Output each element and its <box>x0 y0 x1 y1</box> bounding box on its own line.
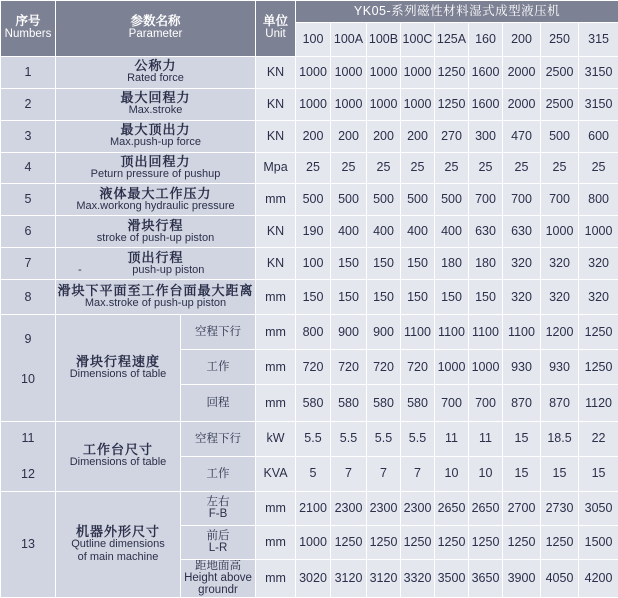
parameter-cell <box>56 216 256 248</box>
sub-parameter-en: L-R <box>208 542 228 555</box>
unit-cell: Mpa <box>256 152 296 184</box>
value-cell: 25 <box>296 152 331 184</box>
value-cell: 2650 <box>469 491 503 525</box>
sub-parameter <box>181 491 256 525</box>
parameter-zh: 顶出回程力 <box>120 153 191 169</box>
table-row <box>1 184 618 216</box>
value-cell: 200 <box>331 120 367 152</box>
model-header: 200 <box>503 22 541 56</box>
unit-cell: KN <box>256 120 296 152</box>
parameter-en <box>56 104 255 117</box>
value-cell: 150 <box>367 280 401 315</box>
value-cell: 320 <box>503 248 541 280</box>
value-cell: 2000 <box>503 56 541 88</box>
value-cell: 1000 <box>401 56 435 88</box>
value-cell: 720 <box>296 350 331 385</box>
parameter-zh: 滑块下平面至工作台面最大距离 <box>57 283 254 299</box>
parameter-en <box>56 297 255 310</box>
value-cell: 1000 <box>367 56 401 88</box>
model-header: 250 <box>541 22 579 56</box>
unit-cell: mm <box>256 385 296 421</box>
row-number: 4 <box>1 152 56 184</box>
value-cell: 400 <box>331 216 367 248</box>
unit-cell: kW <box>256 421 296 456</box>
value-cell: 1250 <box>541 525 579 559</box>
value-cell: 700 <box>469 385 503 421</box>
value-cell: 320 <box>503 280 541 315</box>
value-cell: 320 <box>579 280 618 315</box>
value-cell: 930 <box>541 350 579 385</box>
value-cell: 5 <box>296 456 331 491</box>
value-cell: 5.5 <box>296 421 331 456</box>
value-cell: 900 <box>331 315 367 350</box>
parameter-en-text: Max.stroke of push-up piston <box>84 297 227 310</box>
sub-parameter-en: Height above <box>184 572 252 585</box>
row-number: 3 <box>1 120 56 152</box>
table-row <box>1 315 618 350</box>
value-cell: 580 <box>401 385 435 421</box>
parameter-en-text: Max.push-up force <box>109 136 202 149</box>
model-header: 160 <box>469 22 503 56</box>
value-cell: 25 <box>541 152 579 184</box>
value-cell: 15 <box>579 456 618 491</box>
row-number: 7 <box>1 248 56 280</box>
value-cell: 25 <box>435 152 469 184</box>
sub-parameter: 工作 <box>181 350 256 385</box>
value-cell: 180 <box>435 248 469 280</box>
value-cell: 1000 <box>367 88 401 120</box>
header-number-en: Numbers <box>4 28 52 41</box>
value-cell: 4200 <box>579 559 618 597</box>
parameter-en-text: Rated force <box>127 72 184 85</box>
value-cell: 800 <box>579 184 618 216</box>
parameter-cell <box>56 315 181 421</box>
row-number: 12 <box>21 466 35 481</box>
value-cell: 270 <box>435 120 469 152</box>
value-cell: 11 <box>435 421 469 456</box>
value-cell: 320 <box>541 248 579 280</box>
unit-cell: mm <box>256 525 296 559</box>
value-cell: 180 <box>469 248 503 280</box>
parameter-cell <box>56 152 256 184</box>
value-cell: 2000 <box>503 88 541 120</box>
value-cell: 1250 <box>435 56 469 88</box>
unit-cell: KVA <box>256 456 296 491</box>
value-cell: 400 <box>435 216 469 248</box>
parameter-en <box>56 72 255 85</box>
value-cell: 1120 <box>579 385 618 421</box>
unit-cell: KN <box>256 216 296 248</box>
sub-parameter-zh: 前后 <box>206 530 230 543</box>
row-number: 5 <box>1 184 56 216</box>
value-cell: 630 <box>469 216 503 248</box>
value-cell: 3150 <box>579 88 618 120</box>
model-header: 125A <box>435 22 469 56</box>
table-row <box>1 88 618 120</box>
sub-parameter: 空程下行 <box>181 315 256 350</box>
value-cell: 500 <box>296 184 331 216</box>
value-cell: 1000 <box>331 56 367 88</box>
parameter-cell <box>56 248 256 280</box>
value-cell: 22 <box>579 421 618 456</box>
sub-parameter <box>181 525 256 559</box>
header-unit <box>256 1 296 57</box>
value-cell: 5.5 <box>331 421 367 456</box>
value-cell: 1600 <box>469 56 503 88</box>
value-cell: 1250 <box>469 525 503 559</box>
value-cell: 190 <box>296 216 331 248</box>
sub-parameter-en: groundr <box>198 584 238 597</box>
sub-parameter-zh: 左右 <box>206 496 230 509</box>
table-row <box>1 56 618 88</box>
value-cell: 930 <box>503 350 541 385</box>
value-cell: 1000 <box>296 525 331 559</box>
header-parameter <box>56 1 256 57</box>
parameter-zh: 工作台尺寸 <box>82 442 153 458</box>
parameter-en <box>56 232 255 245</box>
parameter-en <box>56 136 255 149</box>
value-cell: 200 <box>401 120 435 152</box>
unit-cell: KN <box>256 248 296 280</box>
value-cell: 700 <box>469 184 503 216</box>
value-cell: 25 <box>331 152 367 184</box>
value-cell: 500 <box>435 184 469 216</box>
value-cell: 3150 <box>579 56 618 88</box>
value-cell: 1250 <box>401 525 435 559</box>
value-cell: 1200 <box>541 315 579 350</box>
value-cell: 870 <box>541 385 579 421</box>
value-cell: 3120 <box>331 559 367 597</box>
value-cell: 2100 <box>296 491 331 525</box>
sub-parameter <box>181 559 256 597</box>
value-cell: 1000 <box>296 88 331 120</box>
value-cell: 11 <box>469 421 503 456</box>
parameter-en-text: stroke of push-up piston <box>96 231 215 244</box>
unit-cell: KN <box>256 56 296 88</box>
value-cell: 1250 <box>579 350 618 385</box>
value-cell: 400 <box>367 216 401 248</box>
value-cell: 150 <box>367 248 401 280</box>
value-cell: 1100 <box>435 315 469 350</box>
value-cell: 150 <box>469 280 503 315</box>
value-cell: 1000 <box>541 216 579 248</box>
value-cell: 580 <box>367 385 401 421</box>
header-number-zh: 序号 <box>15 14 41 29</box>
sub-parameter: 回程 <box>181 385 256 421</box>
value-cell: 1000 <box>469 350 503 385</box>
value-cell: 3900 <box>503 559 541 597</box>
value-cell: 3320 <box>401 559 435 597</box>
value-cell: 500 <box>401 184 435 216</box>
value-cell: 3500 <box>435 559 469 597</box>
parameter-zh: 最大顶出力 <box>120 122 191 138</box>
value-cell: 150 <box>296 280 331 315</box>
value-cell: 150 <box>401 280 435 315</box>
parameter-en: Dimensions of table <box>69 456 167 469</box>
value-cell: 25 <box>579 152 618 184</box>
unit-cell: mm <box>256 491 296 525</box>
value-cell: 500 <box>541 120 579 152</box>
value-cell: 300 <box>469 120 503 152</box>
unit-cell: mm <box>256 350 296 385</box>
value-cell: 720 <box>367 350 401 385</box>
value-cell: 2650 <box>435 491 469 525</box>
table-row <box>1 421 618 456</box>
parameter-cell <box>56 56 256 88</box>
parameter-en-text: Max.workong hydraulic pressure <box>76 199 235 212</box>
parameter-en: Qutline dimensions <box>71 537 165 550</box>
sub-parameter: 工作 <box>181 456 256 491</box>
row-number: 2 <box>1 88 56 120</box>
value-cell: 1250 <box>331 525 367 559</box>
value-cell: 10 <box>469 456 503 491</box>
value-cell: 800 <box>296 315 331 350</box>
value-cell: 500 <box>331 184 367 216</box>
value-cell: 15 <box>541 456 579 491</box>
value-cell: 2300 <box>401 491 435 525</box>
table-row <box>1 216 618 248</box>
value-cell: 1000 <box>331 88 367 120</box>
row-number: 9 <box>24 332 32 347</box>
parameter-cell <box>56 491 181 597</box>
value-cell: 580 <box>296 385 331 421</box>
header-unit-en: Unit <box>265 28 286 41</box>
parameter-zh: 液体最大工作压力 <box>99 185 212 201</box>
row-number: 13 <box>1 491 56 597</box>
value-cell: 10 <box>435 456 469 491</box>
unit-cell: mm <box>256 280 296 315</box>
model-header: 100A <box>331 22 367 56</box>
row-number: 10 <box>21 372 35 387</box>
value-cell: 5.5 <box>367 421 401 456</box>
parameter-en-text: Peturn pressure of pushup <box>90 167 221 180</box>
parameter-cell <box>56 280 256 315</box>
value-cell: 7 <box>331 456 367 491</box>
header-number <box>1 1 56 57</box>
value-cell: 1250 <box>367 525 401 559</box>
value-cell: 25 <box>503 152 541 184</box>
parameter-cell <box>56 120 256 152</box>
value-cell: 100 <box>296 248 331 280</box>
row-number: 11 <box>21 430 35 445</box>
value-cell: 7 <box>401 456 435 491</box>
value-cell: 720 <box>331 350 367 385</box>
parameter-en: of main machine <box>77 550 159 563</box>
row-number: 1 <box>1 56 56 88</box>
value-cell: 15 <box>503 456 541 491</box>
value-cell: 900 <box>367 315 401 350</box>
parameter-zh: 顶出行程 <box>127 249 184 265</box>
value-cell: 25 <box>367 152 401 184</box>
value-cell: 200 <box>296 120 331 152</box>
value-cell: 470 <box>503 120 541 152</box>
value-cell: 1250 <box>435 525 469 559</box>
parameter-en-text: push-up piston <box>132 263 205 276</box>
value-cell: 1500 <box>579 525 618 559</box>
parameter-zh: 公称力 <box>134 58 177 74</box>
value-cell: 2700 <box>503 491 541 525</box>
value-cell: 150 <box>401 248 435 280</box>
value-cell: 1000 <box>296 56 331 88</box>
sub-parameter: 空程下行 <box>181 421 256 456</box>
value-cell: 320 <box>579 248 618 280</box>
table-row <box>1 280 618 315</box>
value-cell: 150 <box>331 248 367 280</box>
value-cell: 600 <box>579 120 618 152</box>
value-cell: 3020 <box>296 559 331 597</box>
parameter-en <box>56 168 255 181</box>
value-cell: 1000 <box>401 88 435 120</box>
parameter-en <box>56 264 255 277</box>
value-cell: 630 <box>503 216 541 248</box>
value-cell: 720 <box>401 350 435 385</box>
value-cell: 3050 <box>579 491 618 525</box>
unit-cell: KN <box>256 88 296 120</box>
value-cell: 1100 <box>401 315 435 350</box>
value-cell: 1600 <box>469 88 503 120</box>
value-cell: 320 <box>541 280 579 315</box>
row-number-group <box>1 421 56 491</box>
header-parameter-zh: 参数名称 <box>130 14 181 29</box>
table-title: YK05-系列磁性材料湿式成型液压机 <box>296 1 618 23</box>
model-header: 100 <box>296 22 331 56</box>
value-cell: 1250 <box>435 88 469 120</box>
value-cell: 400 <box>401 216 435 248</box>
sub-parameter-zh: 距地面高 <box>195 560 241 573</box>
model-header: 315 <box>579 22 618 56</box>
value-cell: 2730 <box>541 491 579 525</box>
value-cell: 1100 <box>503 315 541 350</box>
value-cell: 1000 <box>435 350 469 385</box>
value-cell: 1250 <box>579 315 618 350</box>
model-header: 100B <box>367 22 401 56</box>
parameter-cell <box>56 421 181 491</box>
parameter-zh: 滑块行程 <box>127 217 184 233</box>
header-unit-zh: 单位 <box>262 14 288 29</box>
value-cell: 150 <box>331 280 367 315</box>
value-cell: 2500 <box>541 56 579 88</box>
value-cell: 7 <box>367 456 401 491</box>
table-row <box>1 120 618 152</box>
value-cell: 870 <box>503 385 541 421</box>
row-number: 6 <box>1 216 56 248</box>
value-cell: 2300 <box>331 491 367 525</box>
parameter-cell <box>56 184 256 216</box>
parameter-en-text: Max.stroke <box>128 104 183 117</box>
value-cell: 700 <box>541 184 579 216</box>
value-cell: 1000 <box>579 216 618 248</box>
table-row <box>1 152 618 184</box>
value-cell: 15 <box>503 421 541 456</box>
parameter-zh: 滑块行程速度 <box>75 353 160 369</box>
sub-parameter-en: F-B <box>208 508 228 521</box>
value-cell: 18.5 <box>541 421 579 456</box>
value-cell: 700 <box>503 184 541 216</box>
value-cell: 150 <box>435 280 469 315</box>
parameter-cell <box>56 88 256 120</box>
value-cell: 4050 <box>541 559 579 597</box>
value-cell: 500 <box>367 184 401 216</box>
value-cell: 5.5 <box>401 421 435 456</box>
parameter-zh: 机器外形尺寸 <box>75 523 160 539</box>
value-cell: 580 <box>331 385 367 421</box>
table-row <box>1 491 618 525</box>
row-number: 8 <box>1 280 56 315</box>
value-cell: 200 <box>367 120 401 152</box>
value-cell: 2300 <box>367 491 401 525</box>
value-cell: 3650 <box>469 559 503 597</box>
parameter-en: Dimensions of table <box>69 367 167 380</box>
unit-cell: mm <box>256 315 296 350</box>
value-cell: 2500 <box>541 88 579 120</box>
value-cell: 1250 <box>503 525 541 559</box>
parameter-prefix: - <box>78 263 82 276</box>
parameter-en <box>56 200 255 213</box>
table-row <box>1 248 618 280</box>
row-number-group <box>1 315 56 421</box>
parameter-zh: 最大回程力 <box>120 90 191 106</box>
value-cell: 700 <box>435 385 469 421</box>
header-parameter-en: Parameter <box>128 28 183 41</box>
value-cell: 3120 <box>367 559 401 597</box>
value-cell: 1100 <box>469 315 503 350</box>
model-header: 100C <box>401 22 435 56</box>
value-cell: 25 <box>469 152 503 184</box>
value-cell: 25 <box>401 152 435 184</box>
unit-cell: mm <box>256 559 296 597</box>
unit-cell: mm <box>256 184 296 216</box>
